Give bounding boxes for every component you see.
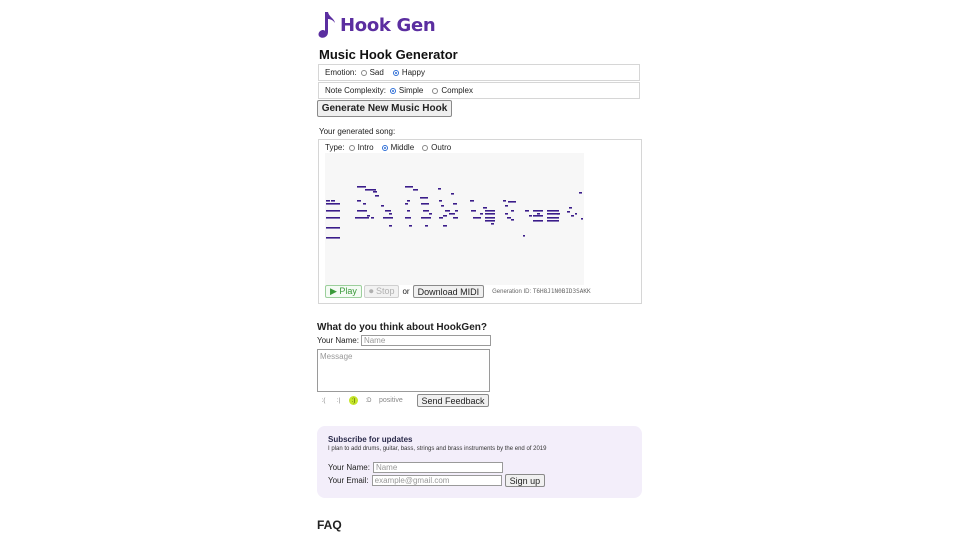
piano-roll-note [443, 225, 447, 227]
piano-roll-note [470, 200, 474, 202]
subscribe-email-input[interactable]: example@gmail.com [372, 475, 502, 486]
piano-roll-note [439, 200, 442, 202]
piano-roll-note [367, 215, 370, 217]
subscribe-email-row [328, 474, 545, 487]
piano-roll-note [371, 217, 374, 219]
piano-roll-note [453, 203, 457, 205]
piano-roll-note [485, 217, 495, 219]
piano-roll-note [575, 213, 577, 215]
piano-roll-note [537, 213, 540, 215]
piano-roll-note [533, 210, 543, 212]
type-option-outro[interactable]: Outro [418, 143, 451, 152]
piano-roll-note [375, 195, 379, 197]
piano-roll-note [571, 215, 574, 217]
player-controls [325, 285, 591, 298]
emotion-row [318, 64, 640, 81]
piano-roll-note [511, 210, 514, 212]
sentiment-label: positive [379, 397, 403, 404]
brand-name: Hook Gen [340, 14, 436, 36]
or-text: or [402, 287, 410, 296]
piano-roll-note [471, 210, 476, 212]
feedback-name-label: Your Name: [317, 336, 359, 345]
radio-simple[interactable] [390, 88, 396, 94]
piano-roll-note [421, 203, 429, 205]
piano-roll-note [567, 211, 570, 213]
stop-button[interactable]: ⏺ Stop [364, 285, 400, 298]
sentiment-row [319, 396, 403, 405]
piano-roll-note [508, 201, 516, 203]
type-label: Type: [325, 143, 345, 152]
piano-roll-note [451, 193, 454, 195]
sentiment-happy-icon[interactable]: :) [349, 396, 358, 405]
piano-roll-note [449, 213, 455, 215]
piano-roll-note [405, 186, 413, 188]
sentiment-neutral-icon[interactable]: :| [336, 397, 341, 404]
piano-roll-note [569, 207, 572, 209]
complexity-row [318, 82, 640, 99]
radio-complex[interactable] [432, 88, 438, 94]
piano-roll-note [485, 220, 495, 222]
piano-roll-note [507, 217, 511, 219]
piano-roll-note [547, 220, 559, 222]
piano-roll-note [355, 217, 369, 219]
type-row [325, 143, 455, 152]
song-label: Your generated song: [319, 127, 396, 136]
piano-roll-note [453, 217, 458, 219]
piano-roll-note [381, 205, 384, 207]
radio-intro[interactable] [349, 145, 355, 151]
type-option-middle[interactable]: Middle [378, 143, 415, 152]
piano-roll-note [491, 223, 494, 225]
subscribe-description: I plan to add drums, guitar, bass, strings and brass instruments by the end of 2019 [328, 446, 547, 452]
piano-roll-note [331, 200, 335, 202]
type-option-intro[interactable]: Intro [345, 143, 374, 152]
complexity-label: Note Complexity: [325, 86, 386, 95]
piano-roll-note [365, 189, 376, 191]
complexity-option-complex[interactable]: Complex [428, 86, 473, 95]
piano-roll-note [413, 189, 418, 191]
piano-roll-note [425, 225, 428, 227]
piano-roll-note [441, 205, 444, 207]
signup-button[interactable]: Sign up [505, 474, 546, 487]
piano-roll-note [485, 213, 495, 215]
piano-roll-note [357, 186, 366, 188]
piano-roll-note [383, 217, 393, 219]
piano-roll-note [581, 218, 583, 220]
complexity-option-simple[interactable]: Simple [386, 86, 423, 95]
subscribe-title: Subscribe for updates [328, 435, 413, 444]
piano-roll-note [443, 215, 447, 217]
subscribe-name-row [328, 462, 503, 473]
piano-roll [325, 153, 584, 285]
sentiment-very-happy-icon[interactable]: :D [365, 397, 372, 404]
feedback-title: What do you think about HookGen? [317, 322, 487, 333]
piano-roll-note [473, 217, 481, 219]
piano-roll-note [357, 210, 367, 212]
piano-roll-note [557, 213, 560, 215]
sentiment-sad-icon[interactable]: :( [321, 397, 326, 404]
piano-roll-note [429, 213, 432, 215]
emotion-option-happy[interactable]: Happy [389, 68, 425, 77]
piano-roll-note [421, 217, 431, 219]
piano-roll-note [485, 210, 495, 212]
piano-roll-note [547, 210, 559, 212]
piano-roll-note [547, 217, 559, 219]
piano-roll-note [409, 225, 412, 227]
piano-roll-note [326, 217, 340, 219]
piano-roll-note [407, 210, 410, 212]
piano-roll-note [523, 235, 525, 237]
piano-roll-note [405, 217, 411, 219]
piano-roll-note [326, 210, 340, 212]
piano-roll-note [533, 220, 543, 222]
piano-roll-note [511, 219, 514, 221]
radio-happy[interactable] [393, 70, 399, 76]
piano-roll-note [405, 203, 408, 205]
song-panel [318, 139, 642, 304]
play-button[interactable]: ▶ Play [325, 285, 362, 298]
subscribe-name-input[interactable]: Name [373, 462, 503, 473]
subscribe-email-label: Your Email: [328, 476, 369, 485]
piano-roll-note [373, 191, 377, 193]
feedback-message-input[interactable]: Message [317, 349, 490, 392]
piano-roll-note [326, 203, 340, 205]
send-feedback-button[interactable]: Send Feedback [417, 394, 489, 407]
piano-roll-note [385, 210, 391, 212]
piano-roll-note [525, 210, 529, 212]
piano-roll-note [423, 210, 429, 212]
generation-id: Generation ID: T6H8J1N0BID3SAKK [492, 288, 591, 295]
piano-roll-note [439, 217, 443, 219]
music-note-icon [317, 10, 337, 40]
radio-sad[interactable] [361, 70, 367, 76]
piano-roll-note [438, 188, 441, 190]
radio-middle[interactable] [382, 145, 388, 151]
hookgen-logo[interactable] [317, 10, 435, 40]
piano-roll-note [579, 192, 582, 194]
piano-roll-note [389, 225, 392, 227]
subscribe-name-label: Your Name: [328, 463, 370, 472]
piano-roll-note [505, 205, 508, 207]
piano-roll-note [420, 197, 428, 199]
emotion-option-sad[interactable]: Sad [357, 68, 384, 77]
emotion-label: Emotion: [325, 68, 357, 77]
piano-roll-note [533, 215, 543, 217]
faq-heading: FAQ [317, 518, 342, 532]
feedback-name-row [317, 335, 491, 346]
piano-roll-note [503, 200, 506, 202]
feedback-name-input[interactable]: Name [361, 335, 491, 346]
piano-roll-note [326, 237, 340, 239]
subscribe-panel [317, 426, 642, 498]
piano-roll-note [483, 207, 487, 209]
generate-button[interactable]: Generate New Music Hook [317, 100, 452, 117]
piano-roll-note [326, 227, 340, 229]
piano-roll-note [389, 213, 392, 215]
download-midi-button[interactable]: Download MIDI [413, 285, 485, 298]
piano-roll-note [445, 210, 450, 212]
piano-roll-note [357, 200, 361, 202]
piano-roll-note [529, 215, 532, 217]
piano-roll-note [505, 213, 508, 215]
piano-roll-note [480, 213, 483, 215]
piano-roll-note [407, 200, 410, 202]
page-title: Music Hook Generator [319, 47, 458, 62]
piano-roll-note [455, 210, 458, 212]
piano-roll-note [363, 203, 366, 205]
piano-roll-note [326, 200, 330, 202]
piano-roll-notes [325, 153, 584, 285]
radio-outro[interactable] [422, 145, 428, 151]
